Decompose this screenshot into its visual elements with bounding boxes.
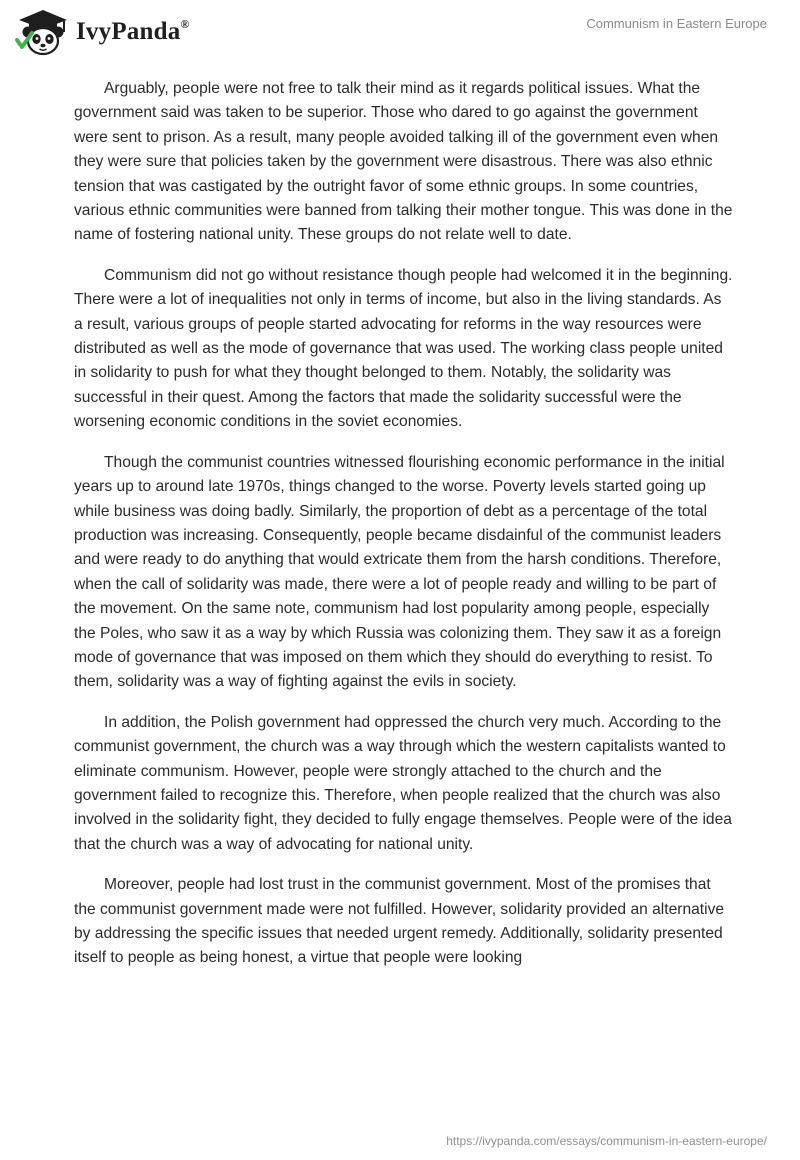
- paragraph-3: Though the communist countries witnessed flourishing economic performance in the initial years up to around late 1970s, things changed to the worse. Poverty levels started going up while business was doing badly. Similarly, the proportion of debt as a percentage of the total production was increasing. Consequently, people became disdainful of the communist leaders and were ready to do anything that would extricate them from the harsh conditions. Therefore, when the call of solidarity was made, there were a lot of people ready and willing to be part of the movement. On the same note, communism had lost popularity among people, especially the Poles, who saw it as a way by which Russia was colonizing them. They saw it as a foreign mode of governance that was imposed on them which they should do everything to resist. To them, solidarity was a way of fighting against the evils in society.: [74, 453, 725, 691]
- logo-wordmark: [76, 18, 190, 46]
- paragraph-1: Arguably, people were not free to talk their mind as it regards political issues. What the government said was taken to be superior. Those who dared to go against the government were sent to prison. As a result, many people avoided talking ill of the government even when they were sure that policies taken by the government were disastrous. There was also ethnic tension that was castigated by the outright favor of some ethnic groups. In some countries, various ethnic communities were banned from talking their mother tongue. This was done in the name of fostering national unity. These groups do not relate well to date.: [74, 80, 733, 244]
- source-url[interactable]: https://ivypanda.com/essays/communism-in-eastern-europe/: [446, 1134, 767, 1148]
- essay-body: [74, 77, 734, 987]
- page-header: [0, 0, 800, 70]
- paragraph-2: Communism did not go without resistance though people had welcomed it in the beginning. There were a lot of inequalities not only in terms of income, but also in the living standards. As a result, various groups of people started advocating for reforms in the way resources were distributed as well as the mode of governance that was used. The working class people united in solidarity to push for what they thought belonged to them. Notably, the solidarity was successful in their quest. Among the factors that made the solidarity successful were the worsening economic conditions in the soviet economies.: [74, 266, 733, 431]
- document-title: Communism in Eastern Europe: [586, 16, 767, 31]
- panda-logo-icon: [14, 8, 72, 56]
- paragraph-4: In addition, the Polish government had oppressed the church very much. According to the communist government, the church was a way through which the western capitalists wanted to eliminate communism. However, people were strongly attached to the church and the government failed to recognize this. Therefore, when people realized that the church was also involved in the solidarity fight, they decided to fully engage themselves. People were of the idea that the church was a way of advocating for national unity.: [74, 713, 732, 853]
- registered-mark: ®: [180, 16, 190, 31]
- logo-name: IvyPanda: [76, 18, 181, 45]
- paragraph-5: Moreover, people had lost trust in the communist government. Most of the promises that the communist government made were not fulfilled. However, solidarity provided an alternative by addressing the specific issues that needed urgent remedy. Additionally, solidarity presented itself to people as being honest, a virtue that people were looking: [74, 876, 725, 967]
- ivypanda-logo[interactable]: [14, 8, 190, 56]
